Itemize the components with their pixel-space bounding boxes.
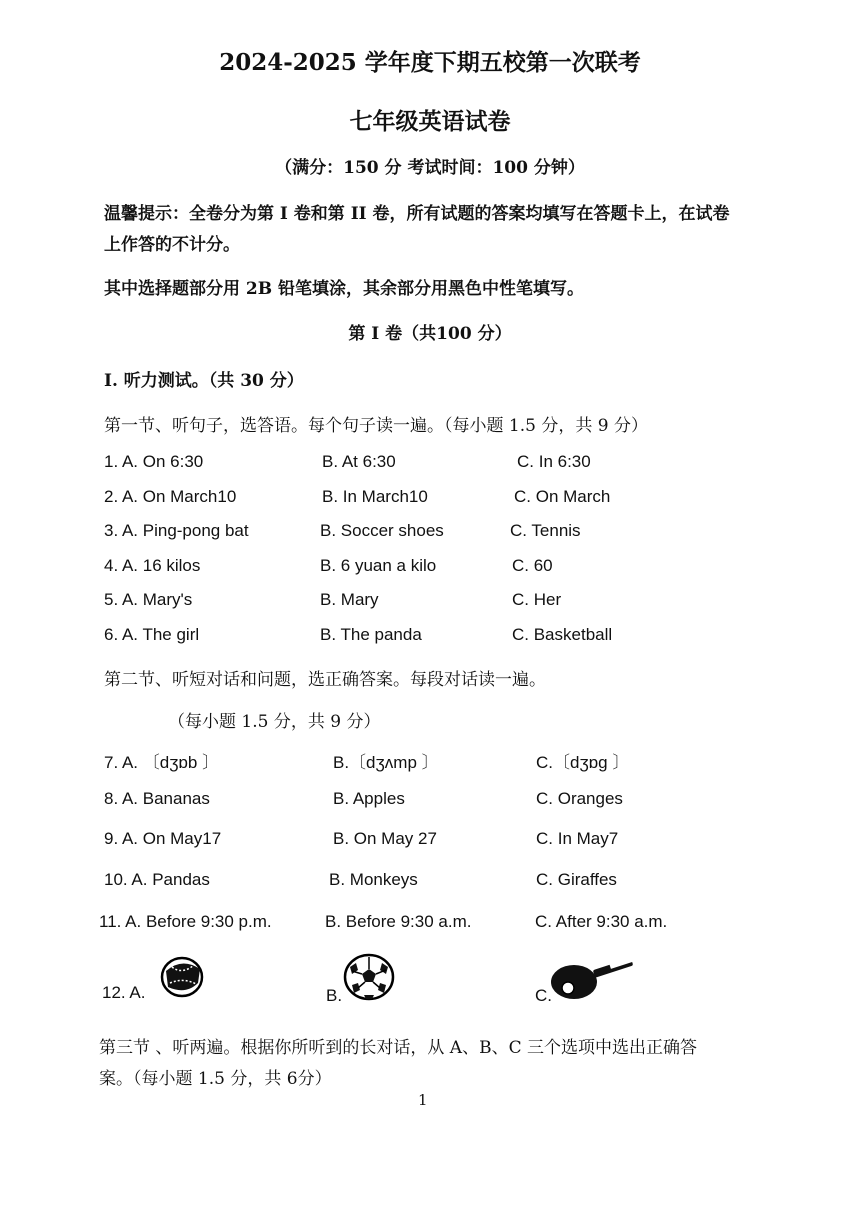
q3-option-b: B. Soccer shoes: [320, 521, 444, 540]
baseball-icon: [158, 953, 206, 999]
section3-instruction-2: 案。（每小题 1.5 分，共 6分）: [99, 1069, 332, 1089]
q7-option-b: B.〔dʒʌmp 〕: [333, 753, 439, 772]
exam-subtitle: 七年级英语试卷: [349, 108, 511, 135]
q7-option-a: 7. A. 〔dʒɒb 〕: [104, 753, 220, 772]
q1-option-a: 1. A. On 6:30: [104, 452, 204, 471]
q3-option-c: C. Tennis: [510, 521, 581, 540]
q6-option-a: 6. A. The girl: [104, 625, 200, 644]
q5-option-c: C. Her: [512, 590, 562, 609]
q4-option-b: B. 6 yuan a kilo: [320, 556, 437, 575]
q8-option-b: B. Apples: [333, 789, 405, 808]
q2-option-b: B. In March10: [322, 487, 428, 506]
q12-option-c-label: C.: [535, 986, 552, 1005]
q6-option-c: C. Basketball: [512, 625, 613, 644]
section2-points: （每小题 1.5 分，共 9 分）: [168, 712, 381, 732]
part1-title: 第 I 卷（共100 分）: [348, 324, 512, 344]
score-time: （满分：150 分 考试时间：100 分钟）: [275, 158, 585, 178]
q5-option-b: B. Mary: [320, 590, 379, 609]
q4-option-c: C. 60: [512, 556, 553, 575]
notice-line-3: 其中选择题部分用 2B 铅笔填涂，其余部分用黑色中性笔填写。: [104, 279, 585, 299]
q9-option-b: B. On May 27: [333, 829, 437, 848]
notice-line-2: 上作答的不计分。: [104, 235, 240, 255]
ping-pong-paddle-icon: [548, 958, 640, 1002]
q10-option-c: C. Giraffes: [536, 870, 617, 889]
q4-option-a: 4. A. 16 kilos: [104, 556, 201, 575]
q12-option-a-label: 12. A.: [102, 983, 146, 1002]
q11-option-c: C. After 9:30 a.m.: [535, 912, 668, 931]
q2-option-a: 2. A. On March10: [104, 487, 237, 506]
q9-option-a: 9. A. On May17: [104, 829, 222, 848]
page-number: 1: [418, 1091, 428, 1109]
listening-heading: I. 听力测试。（共 30 分）: [104, 371, 304, 391]
q12-option-b-label: B.: [326, 986, 343, 1005]
q5-option-a: 5. A. Mary's: [104, 590, 193, 609]
section2-instruction: 第二节、听短对话和问题，选正确答案。每段对话读一遍。: [104, 670, 546, 690]
q8-option-a: 8. A. Bananas: [104, 789, 210, 808]
q8-option-c: C. Oranges: [536, 789, 623, 808]
q10-option-b: B. Monkeys: [329, 870, 418, 889]
section1-instruction: 第一节、听句子，选答语。每个句子读一遍。（每小题 1.5 分，共 9 分）: [104, 416, 648, 436]
q11-option-a: 11. A. Before 9:30 p.m.: [99, 912, 272, 931]
notice-line-1: 温馨提示：全卷分为第 I 卷和第 II 卷，所有试题的答案均填写在答题卡上，在试卷: [104, 204, 730, 224]
soccer-ball-icon: [342, 953, 396, 1001]
q1-option-b: B. At 6:30: [322, 452, 396, 471]
q10-option-a: 10. A. Pandas: [104, 870, 210, 889]
q2-option-c: C. On March: [514, 487, 611, 506]
q7-option-c: C.〔dʒɒg 〕: [536, 753, 630, 772]
exam-title: 2024-2025 学年度下期五校第一次联考: [219, 49, 641, 76]
section3-instruction-1: 第三节 、听两遍。根据你所听到的长对话，从 A、B、C 三个选项中选出正确答: [99, 1038, 697, 1058]
q3-option-a: 3. A. Ping-pong bat: [104, 521, 249, 540]
q11-option-b: B. Before 9:30 a.m.: [325, 912, 472, 931]
q6-option-b: B. The panda: [320, 625, 422, 644]
q9-option-c: C. In May7: [536, 829, 619, 848]
q1-option-c: C. In 6:30: [517, 452, 591, 471]
